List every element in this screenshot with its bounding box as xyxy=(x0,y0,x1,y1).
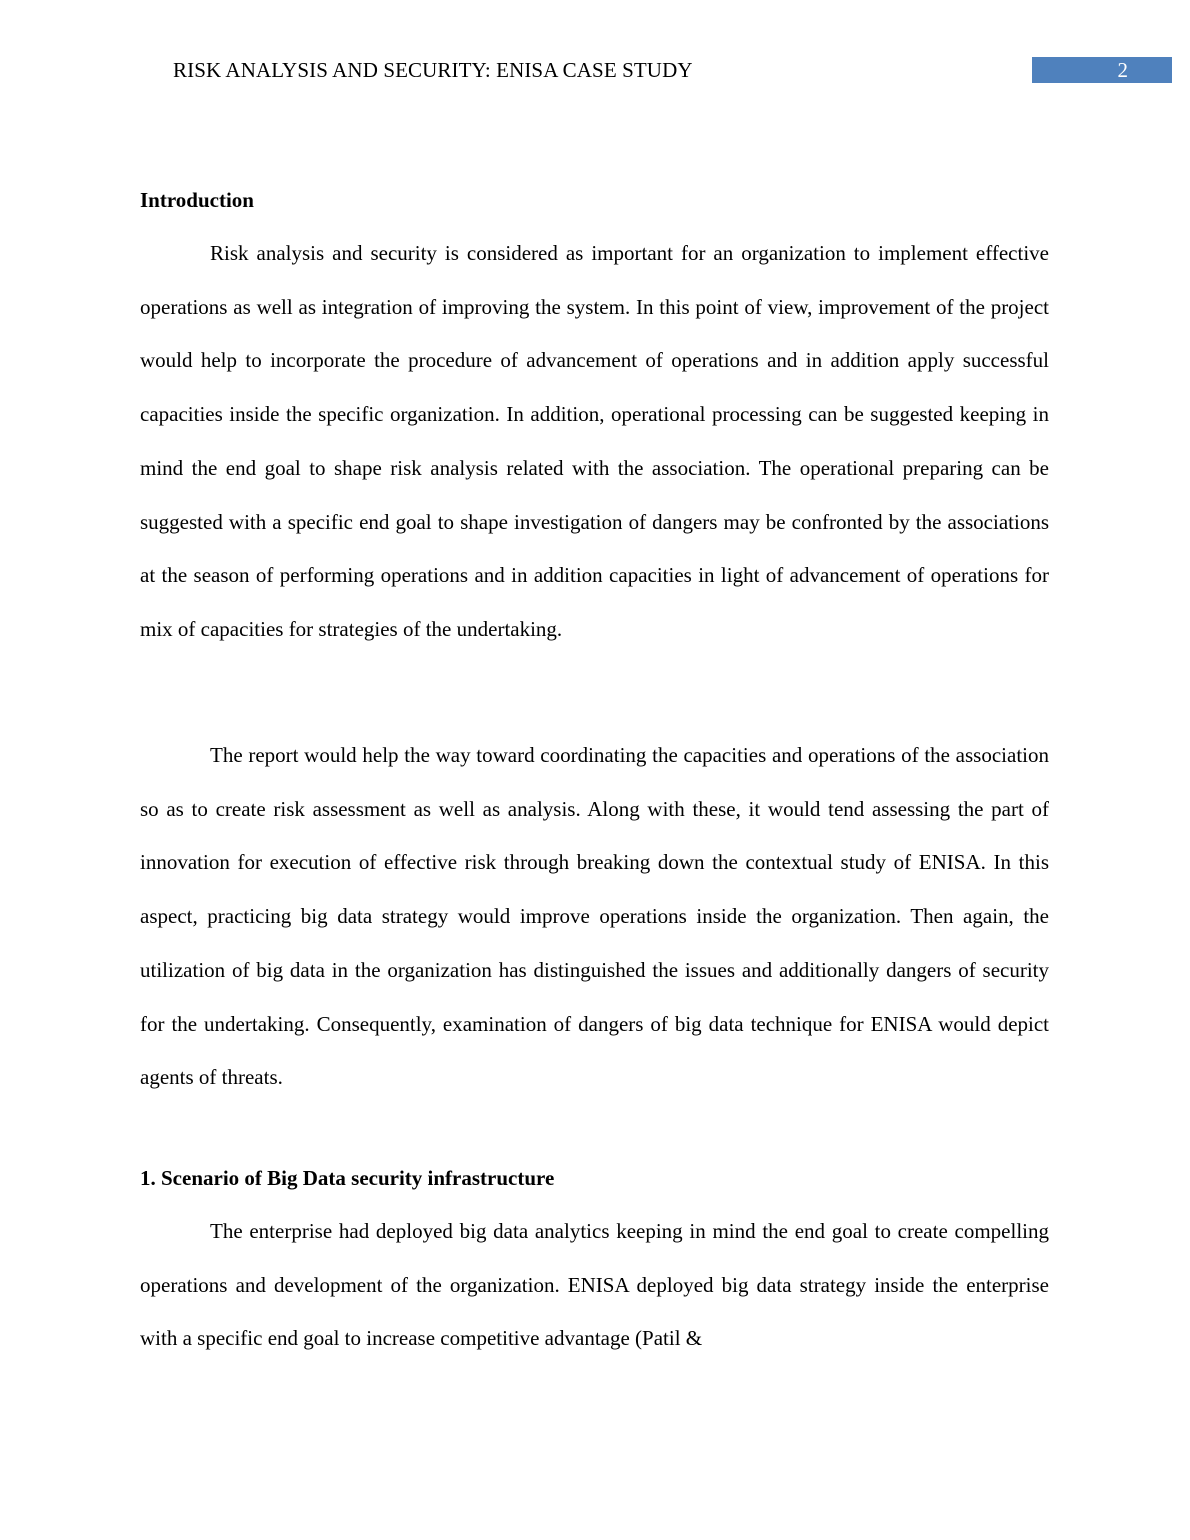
section-1-paragraph-1: The enterprise had deployed big data analytics keeping in mind the end goal to create compelling operations and development of the organization. ENISA deployed big data strategy inside the enterprise with a specific end goal to increase competitive advantage (Patil & xyxy=(140,1219,1049,1351)
introduction-paragraph-2: The report would help the way toward coordinating the capacities and operations of the association so as to create risk assessment as well as analysis. Along with these, it would tend assessing the part of innovation for execution of effective risk through breaking down the contextual study of ENISA. In this aspect, practicing big data strategy would improve operations inside the organization. Then again, the utilization of big data in the organization has distinguished the issues and additionally dangers of security for the undertaking. Consequently, examination of dangers of big data technique for ENISA would depict agents of threats. xyxy=(140,743,1049,1090)
page-number-box xyxy=(1032,57,1172,83)
introduction-heading: Introduction xyxy=(140,188,254,212)
running-head: RISK ANALYSIS AND SECURITY: ENISA CASE STUDY xyxy=(173,58,693,82)
page-number: 2 xyxy=(1117,58,1128,82)
section-1-heading: 1. Scenario of Big Data security infrastructure xyxy=(140,1166,555,1190)
introduction-paragraph-1: Risk analysis and security is considered as important for an organization to implement effective operations as well as integration of improving the system. In this point of view, improvement of the project would help to incorporate the procedure of advancement of operations and in addition apply successful capacities inside the specific organization. In addition, operational processing can be suggested keeping in mind the end goal to shape risk analysis related with the association. The operational preparing can be suggested with a specific end goal to shape investigation of dangers may be confronted by the associations at the season of performing operations and in addition capacities in light of advancement of operations for mix of capacities for strategies of the undertaking. xyxy=(140,241,1049,641)
